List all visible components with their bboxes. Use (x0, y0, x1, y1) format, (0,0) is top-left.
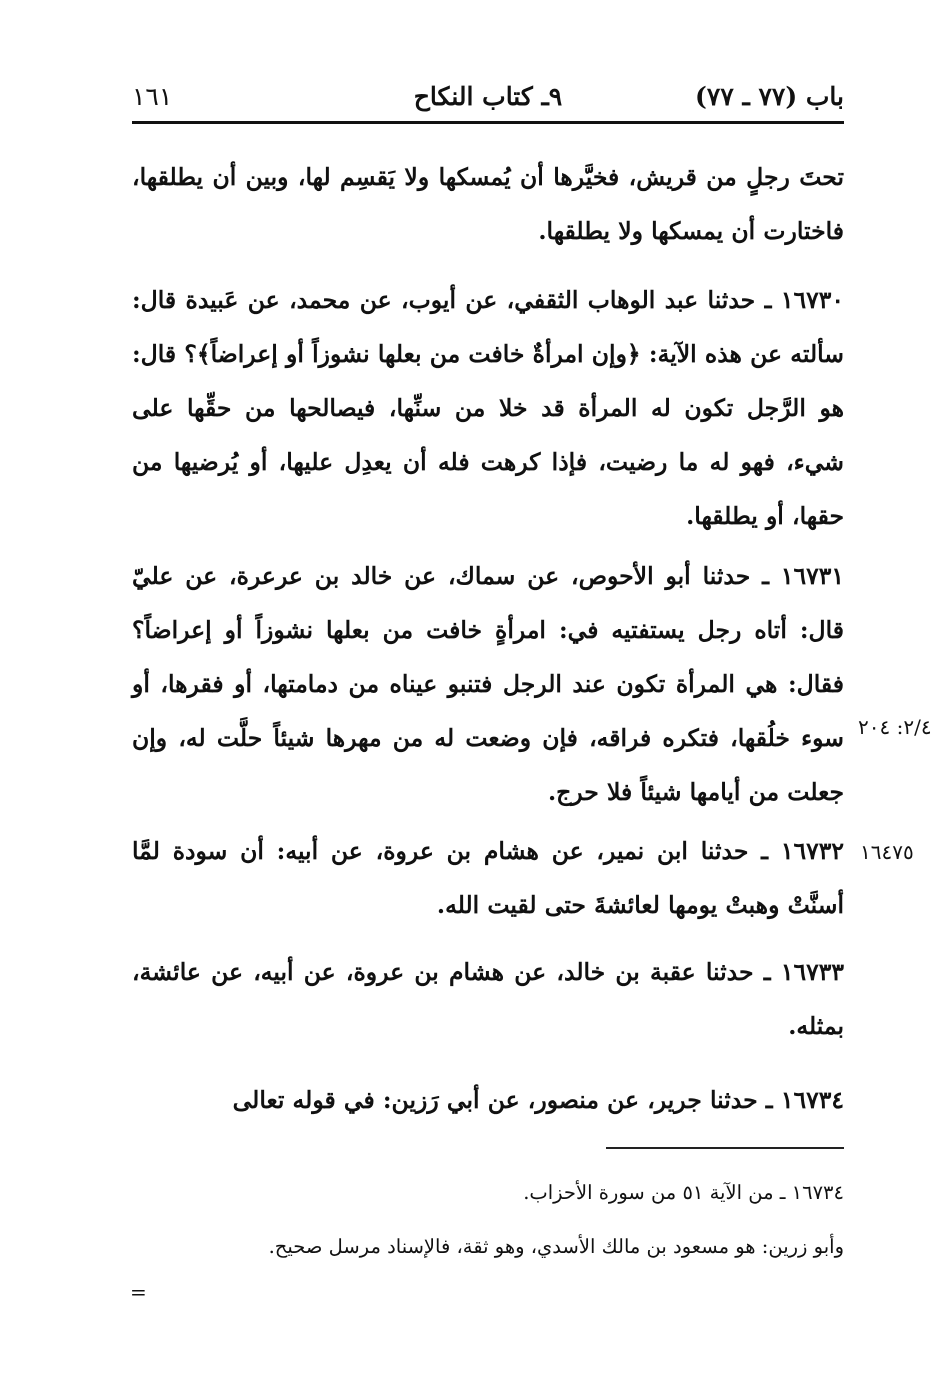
margin-reference: ٢/٤: ٢٠٤ (858, 715, 932, 739)
hadith-text: ـ حدثنا عبد الوهاب الثقفي، عن أيوب، عن محمد، عن عَبيدة قال: سألته عن هذه الآية: ﴿وإن امرأةٌ خافت من بعلها نشوزاً أو إعراضاً﴾؟ قال: هو الرَّجل تكون له المرأة قد خلا من سنِّها، فيصالحها من حقِّها على شيء، فهو له ما رضيت، فإذا كرهت فله أن يعدِل عليها، أو يُرضيها من حقها، أو يطلقها. (132, 286, 844, 530)
hadith-16732 (132, 824, 844, 932)
continuation-mark: = (130, 1280, 147, 1304)
paragraph-text: تحتَ رجلٍ من قريش، فخيَّرها أن يُمسكها ولا يَقسِم لها، وبين أن يطلقها، فاختارت أن يمسكها ولا يطلقها. (132, 163, 844, 245)
hadith-16733 (132, 945, 844, 1053)
footnote-line: ١٦٧٣٤ ـ من الآية ٥١ من سورة الأحزاب. (523, 1181, 844, 1204)
hadith-number: ١٦٧٣١ (780, 562, 844, 590)
hadith-number: ١٦٧٣٠ (780, 286, 845, 314)
hadith-text: ـ حدثنا ابن نمير، عن هشام بن عروة، عن أبيه: أن سودة لمَّا أسنَّتْ وهبتْ يومها لعائشةَ حتى لقيت الله. (132, 837, 844, 919)
header-book-title: ٩ـ كتاب النكاح (413, 82, 563, 111)
hadith-16731 (132, 549, 844, 819)
page-number: ١٦١ (132, 82, 173, 111)
hadith-16734 (132, 1073, 844, 1127)
hadith-number: ١٦٧٣٣ (780, 958, 844, 986)
hadith-number: ١٦٧٣٤ (780, 1086, 844, 1114)
hadith-text: ـ حدثنا أبو الأحوص، عن سماك، عن خالد بن عرعرة، عن عليّ قال: أتاه رجل يستفتيه في: امرأةٍ خافت من بعلها نشوزاً أو إعراضاً؟ فقال: هي المرأة تكون عند الرجل فتنبو عيناه من دمامتها، أو فقرها، أو سوء خلُقها، فتكره فراقه، فإن وضعت له من مهرها شيئاً حلَّت له، وإن جعلت من أيامها شيئاً فلا حرج. (132, 562, 844, 806)
header-chapter: باب (٧٧ ـ ٧٧) (695, 82, 844, 111)
hadith-text: ـ حدثنا جرير، عن منصور، عن أبي رَزين: في قوله تعالى (232, 1086, 773, 1114)
footnote-rule (606, 1147, 844, 1149)
page-header (132, 78, 844, 118)
paragraph-continued (132, 150, 844, 258)
margin-reference: ١٦٤٧٥ (860, 840, 914, 864)
hadith-number: ١٦٧٣٢ (780, 837, 844, 865)
header-rule (132, 121, 844, 124)
hadith-16730 (132, 273, 844, 543)
footnote-line: وأبو زرين: هو مسعود بن مالك الأسدي، وهو ثقة، فالإسناد مرسل صحيح. (268, 1235, 844, 1258)
hadith-text: ـ حدثنا عقبة بن خالد، عن هشام بن عروة، عن أبيه، عن عائشة، بمثله. (132, 958, 844, 1040)
